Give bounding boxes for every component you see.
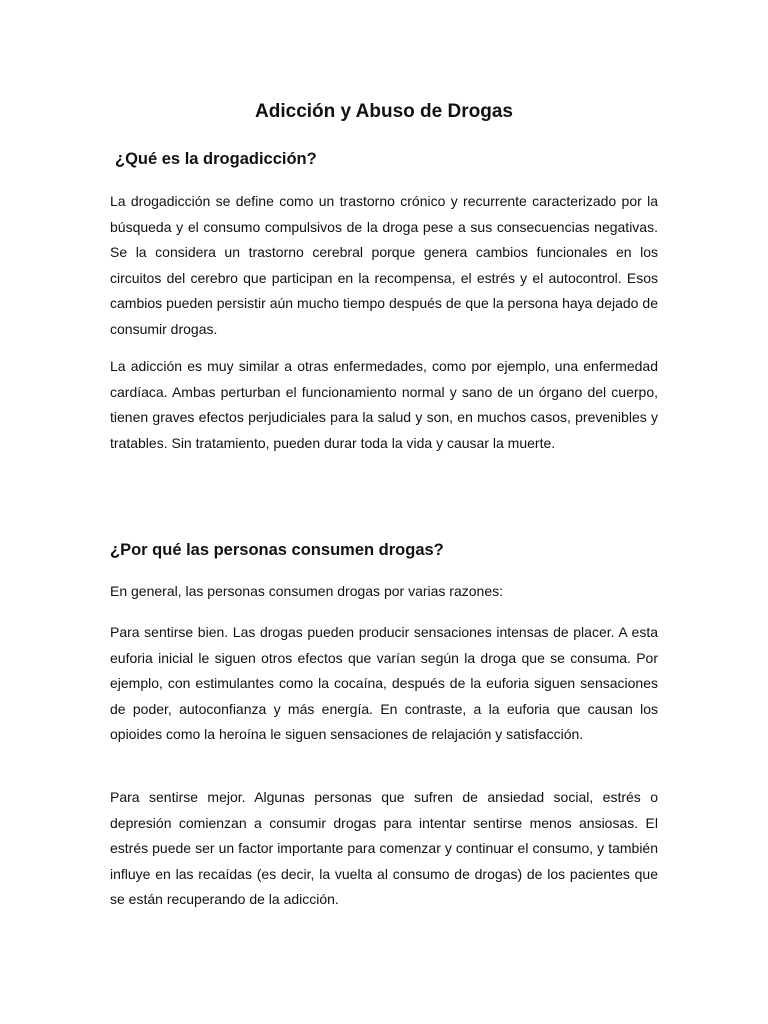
paragraph-reasons-intro: En general, las personas consumen drogas por varias razones: [110,583,503,599]
paragraph-feel-better: Para sentirse mejor. Algunas personas que sufren de ansiedad social, estrés o depresión comienzan a consumir drogas para intentar sentirse menos ansiosas. El estrés puede ser un factor importante para comenzar y continuar el consumo, y también influye en las recaídas (es decir, la vuelta al consumo de drogas) de los pacientes que se están recuperando de la adicción. [110,789,658,908]
paragraph-feel-good: Para sentirse bien. Las drogas pueden producir sensaciones intensas de placer. A esta euforia inicial le siguen otros efectos que varían según la droga que se consuma. Por ejemplo, con estimulantes como la cocaína, después de la euforia siguen sensaciones de poder, autoconfianza y más energía. En contraste, a la euforia que causan los opioides como la heroína le siguen sensaciones de relajación y satisfacción. [110,624,658,743]
section-heading-why-use-drugs: ¿Por qué las personas consumen drogas? [110,541,444,559]
paragraph-definition: La drogadicción se define como un trastorno crónico y recurrente caracterizado por la búsqueda y el consumo compulsivos de la droga pese a sus consecuencias negativas. Se la considera un trastorno cerebral porque genera cambios funcionales en los circuitos del cerebro que participan en la recompensa, el estrés y el autocontrol. Esos cambios pueden persistir aún mucho tiempo después de que la persona haya dejado de consumir drogas. [110,193,658,337]
paragraph-disease-comparison: La adicción es muy similar a otras enfermedades, como por ejemplo, una enfermedad cardíaca. Ambas perturban el funcionamiento normal y sano de un órgano del cuerpo, tienen graves efectos perjudiciales para la salud y son, en muchos casos, prevenibles y tratables. Sin tratamiento, pueden durar toda la vida y causar la muerte. [110,358,658,451]
document-title: Adicción y Abuso de Drogas [255,101,513,122]
section-heading-what-is-addiction: ¿Qué es la drogadicción? [115,150,317,168]
